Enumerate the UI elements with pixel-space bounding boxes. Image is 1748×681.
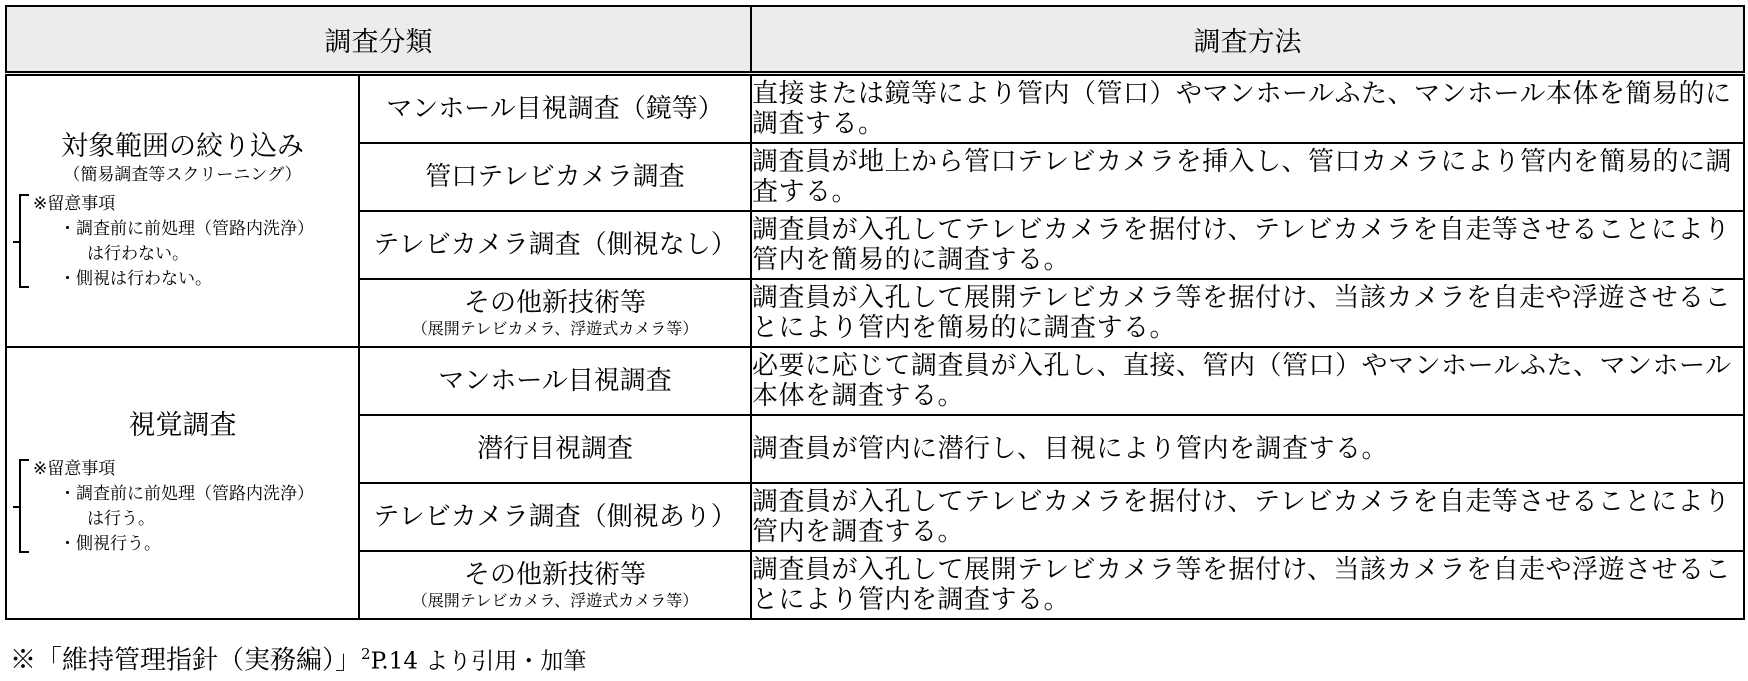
footnote-superscript: 2 xyxy=(361,645,371,663)
method-description: 調査員が管内に潜行し、目視により管内を調査する。 xyxy=(751,415,1744,483)
note-item: ・側視は行わない。 xyxy=(59,269,212,289)
category-title: 対象範囲の絞り込み xyxy=(61,131,304,162)
method-name: 管口テレビカメラ調査 xyxy=(425,162,685,192)
method-description: 調査員が入孔して展開テレビカメラ等を据付け、当該カメラを自走や浮遊させることにより管内を簡易的に調査する。 xyxy=(751,279,1744,347)
method-cell xyxy=(359,211,751,279)
method-description: 必要に応じて調査員が入孔し、直接、管内（管口）やマンホールふた、マンホール本体を調査する。 xyxy=(751,347,1744,415)
method-cell xyxy=(359,143,751,211)
method-subtext: （展開テレビカメラ、浮遊式カメラ等） xyxy=(411,591,699,610)
note-item: ・側視行う。 xyxy=(59,534,161,554)
method-name: 潜行目視調査 xyxy=(476,434,633,464)
source-footnote xyxy=(10,637,586,679)
method-description: 直接または鏡等により管内（管口）やマンホールふた、マンホール本体を簡易的に調査する。 xyxy=(751,74,1744,144)
method-name: その他新技術等 xyxy=(463,288,646,318)
table-row xyxy=(6,347,1744,415)
category-cell-visual xyxy=(6,347,359,619)
footnote-text: ※「維持管理指針（実務編）」 xyxy=(10,645,362,676)
category-cell-screening xyxy=(6,74,359,348)
note-heading: ※留意事項 xyxy=(33,194,116,214)
header-survey-classification: 調査分類 xyxy=(6,6,751,74)
note-heading: ※留意事項 xyxy=(33,459,116,479)
method-description: 調査員が地上から管口テレビカメラを挿入し、管口カメラにより管内を簡易的に調査する。 xyxy=(751,143,1744,211)
table-row xyxy=(6,74,1744,144)
category-subtitle: （簡易調査等スクリーニング） xyxy=(63,165,302,185)
method-cell xyxy=(359,347,751,415)
method-description: 調査員が入孔して展開テレビカメラ等を据付け、当該カメラを自走や浮遊させることにより管内を調査する。 xyxy=(751,551,1744,619)
method-cell xyxy=(359,74,751,144)
bracket-line xyxy=(19,459,29,553)
method-cell xyxy=(359,551,751,619)
method-name: マンホール目視調査（鏡等） xyxy=(386,94,724,124)
notes-block xyxy=(19,457,358,557)
bracket-line xyxy=(19,194,29,288)
method-cell xyxy=(359,415,751,483)
method-subtext: （展開テレビカメラ、浮遊式カメラ等） xyxy=(411,319,699,338)
footnote-reference: P.14 より引用・加筆 xyxy=(370,648,587,675)
method-name: テレビカメラ調査（側視なし） xyxy=(373,230,737,260)
survey-classification-table xyxy=(5,5,1745,620)
method-cell xyxy=(359,483,751,551)
notes-block xyxy=(19,192,358,292)
note-item: ・調査前に前処理（管路内洗浄） xyxy=(59,219,314,239)
method-description: 調査員が入孔してテレビカメラを据付け、テレビカメラを自走等させることにより管内を簡易的に調査する。 xyxy=(751,211,1744,279)
note-item-continued: は行わない。 xyxy=(87,244,189,264)
method-name: その他新技術等 xyxy=(463,560,646,590)
method-cell xyxy=(359,279,751,347)
table-header-row xyxy=(6,6,1744,74)
header-survey-method: 調査方法 xyxy=(751,6,1744,74)
note-item: ・調査前に前処理（管路内洗浄） xyxy=(59,484,314,504)
category-title: 視覚調査 xyxy=(128,410,237,441)
method-description: 調査員が入孔してテレビカメラを据付け、テレビカメラを自走等させることにより管内を調査する。 xyxy=(751,483,1744,551)
method-name: テレビカメラ調査（側視あり） xyxy=(373,502,737,532)
note-item-continued: は行う。 xyxy=(87,509,155,529)
method-name: マンホール目視調査 xyxy=(438,366,672,396)
